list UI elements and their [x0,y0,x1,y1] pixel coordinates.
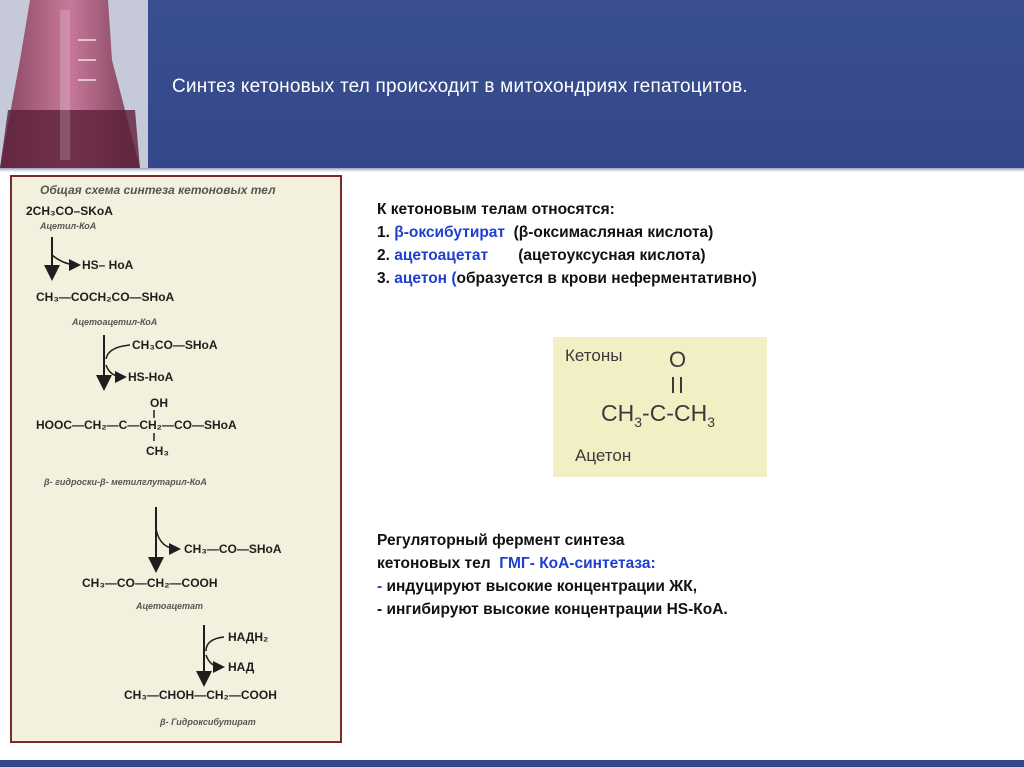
reg-dash: - [377,578,387,595]
ketone-label: Кетоны [565,346,623,365]
acetoacetate-formula: CH₃—CO—CH₂—COOH [82,576,218,590]
reg-prefix: кетоновых тел [377,555,500,572]
divider [0,168,1024,172]
page-title: Синтез кетоновых тел происходит в митохондриях гепатоцитов. [172,76,748,97]
step3-release: CH₃—CO—SHoA [184,542,282,556]
item-desc: (β-оксимасляная кислота) [505,224,714,241]
oxygen-atom: O [669,347,687,372]
c-ch-right: -C-CH [642,400,708,426]
arrow-2-branch [106,365,124,377]
acetoacetyl-coa-formula: CH₃—COCH₂CO—SHoA [36,290,175,304]
acetone-structure [553,337,767,477]
step2-add: CH₃CO—SHoA [132,338,218,352]
ketone-intro: К кетоновым телам относятся: [377,201,615,218]
reg-line-3 [377,575,728,598]
synthesis-scheme [10,175,342,743]
item-desc: (ацетоуксусная кислота) [488,247,706,264]
header-bar [0,0,1024,168]
hmg-oh: OH [150,396,168,410]
step1-release: HS– HoA [82,258,134,272]
reg-line-1: Регуляторный фермент синтеза [377,532,625,549]
reg-line-2 [377,552,728,575]
arrow-4-branch [206,655,222,667]
hmg-ch3: CH₃ [146,444,169,458]
acetoacetyl-coa-label: Ацетоацетил-КоА [72,317,158,327]
flask-icon [0,0,148,168]
item-number: 2. [377,247,390,264]
footer-bar [0,760,1024,767]
ketone-item-3 [377,267,757,290]
reg-enzyme: ГМГ- КоА-синтетаза: [499,555,656,572]
reg-line-4: - ингибируют высокие концентрации HS-КоА. [377,601,728,618]
ketone-structure-box [553,337,767,477]
scheme-title: Общая схема синтеза кетоновых тел [40,183,276,197]
step2-release: HS-HoA [128,370,174,384]
hmg-main-formula: HOOC—CH₂—C—CH₂—CO—SHoA [36,418,237,432]
arrow-4-add [206,637,224,651]
arrow-2-add [106,345,130,359]
reg-induce: индуцируют высокие концентрации ЖК, [386,578,698,595]
item-name: ацетон ( [394,270,457,287]
scheme-diagram [12,177,340,741]
acetone-formula [601,400,715,430]
ch-left: CH [601,400,635,426]
item-name: ацетоацетат [394,247,489,264]
arrow-1-branch [52,255,78,265]
nadh2: НАДН₂ [228,630,269,644]
acetyl-coa-formula: 2CH₃CO–SKoA [26,204,113,218]
item-desc: образуется в крови неферментативно) [456,270,757,287]
hydroxybutyrate-label: β- Гидроксибутират [160,717,256,727]
ketone-list [377,198,757,290]
acetoacetate-label: Ацетоацетат [136,601,203,611]
item-number: 3. [377,270,390,287]
item-number: 1. [377,224,390,241]
sub-3-right: 3 [707,414,715,430]
sub-3-left: 3 [634,414,643,430]
hydroxybutyrate-formula: CH₃—CHOH—CH₂—COOH [124,688,277,702]
regulation-block [377,529,728,621]
ketone-item-1 [377,221,757,244]
acetyl-coa-label: Ацетил-КоА [40,221,97,231]
acetone-label: Ацетон [575,446,632,465]
nad: НАД [228,660,255,674]
item-name: β-оксибутират [394,224,506,241]
arrow-3-branch [156,529,178,549]
ketone-item-2 [377,244,757,267]
hmg-label: β- гидроски-β- метилглутарил-КоА [44,477,207,487]
flask-image [0,0,148,168]
